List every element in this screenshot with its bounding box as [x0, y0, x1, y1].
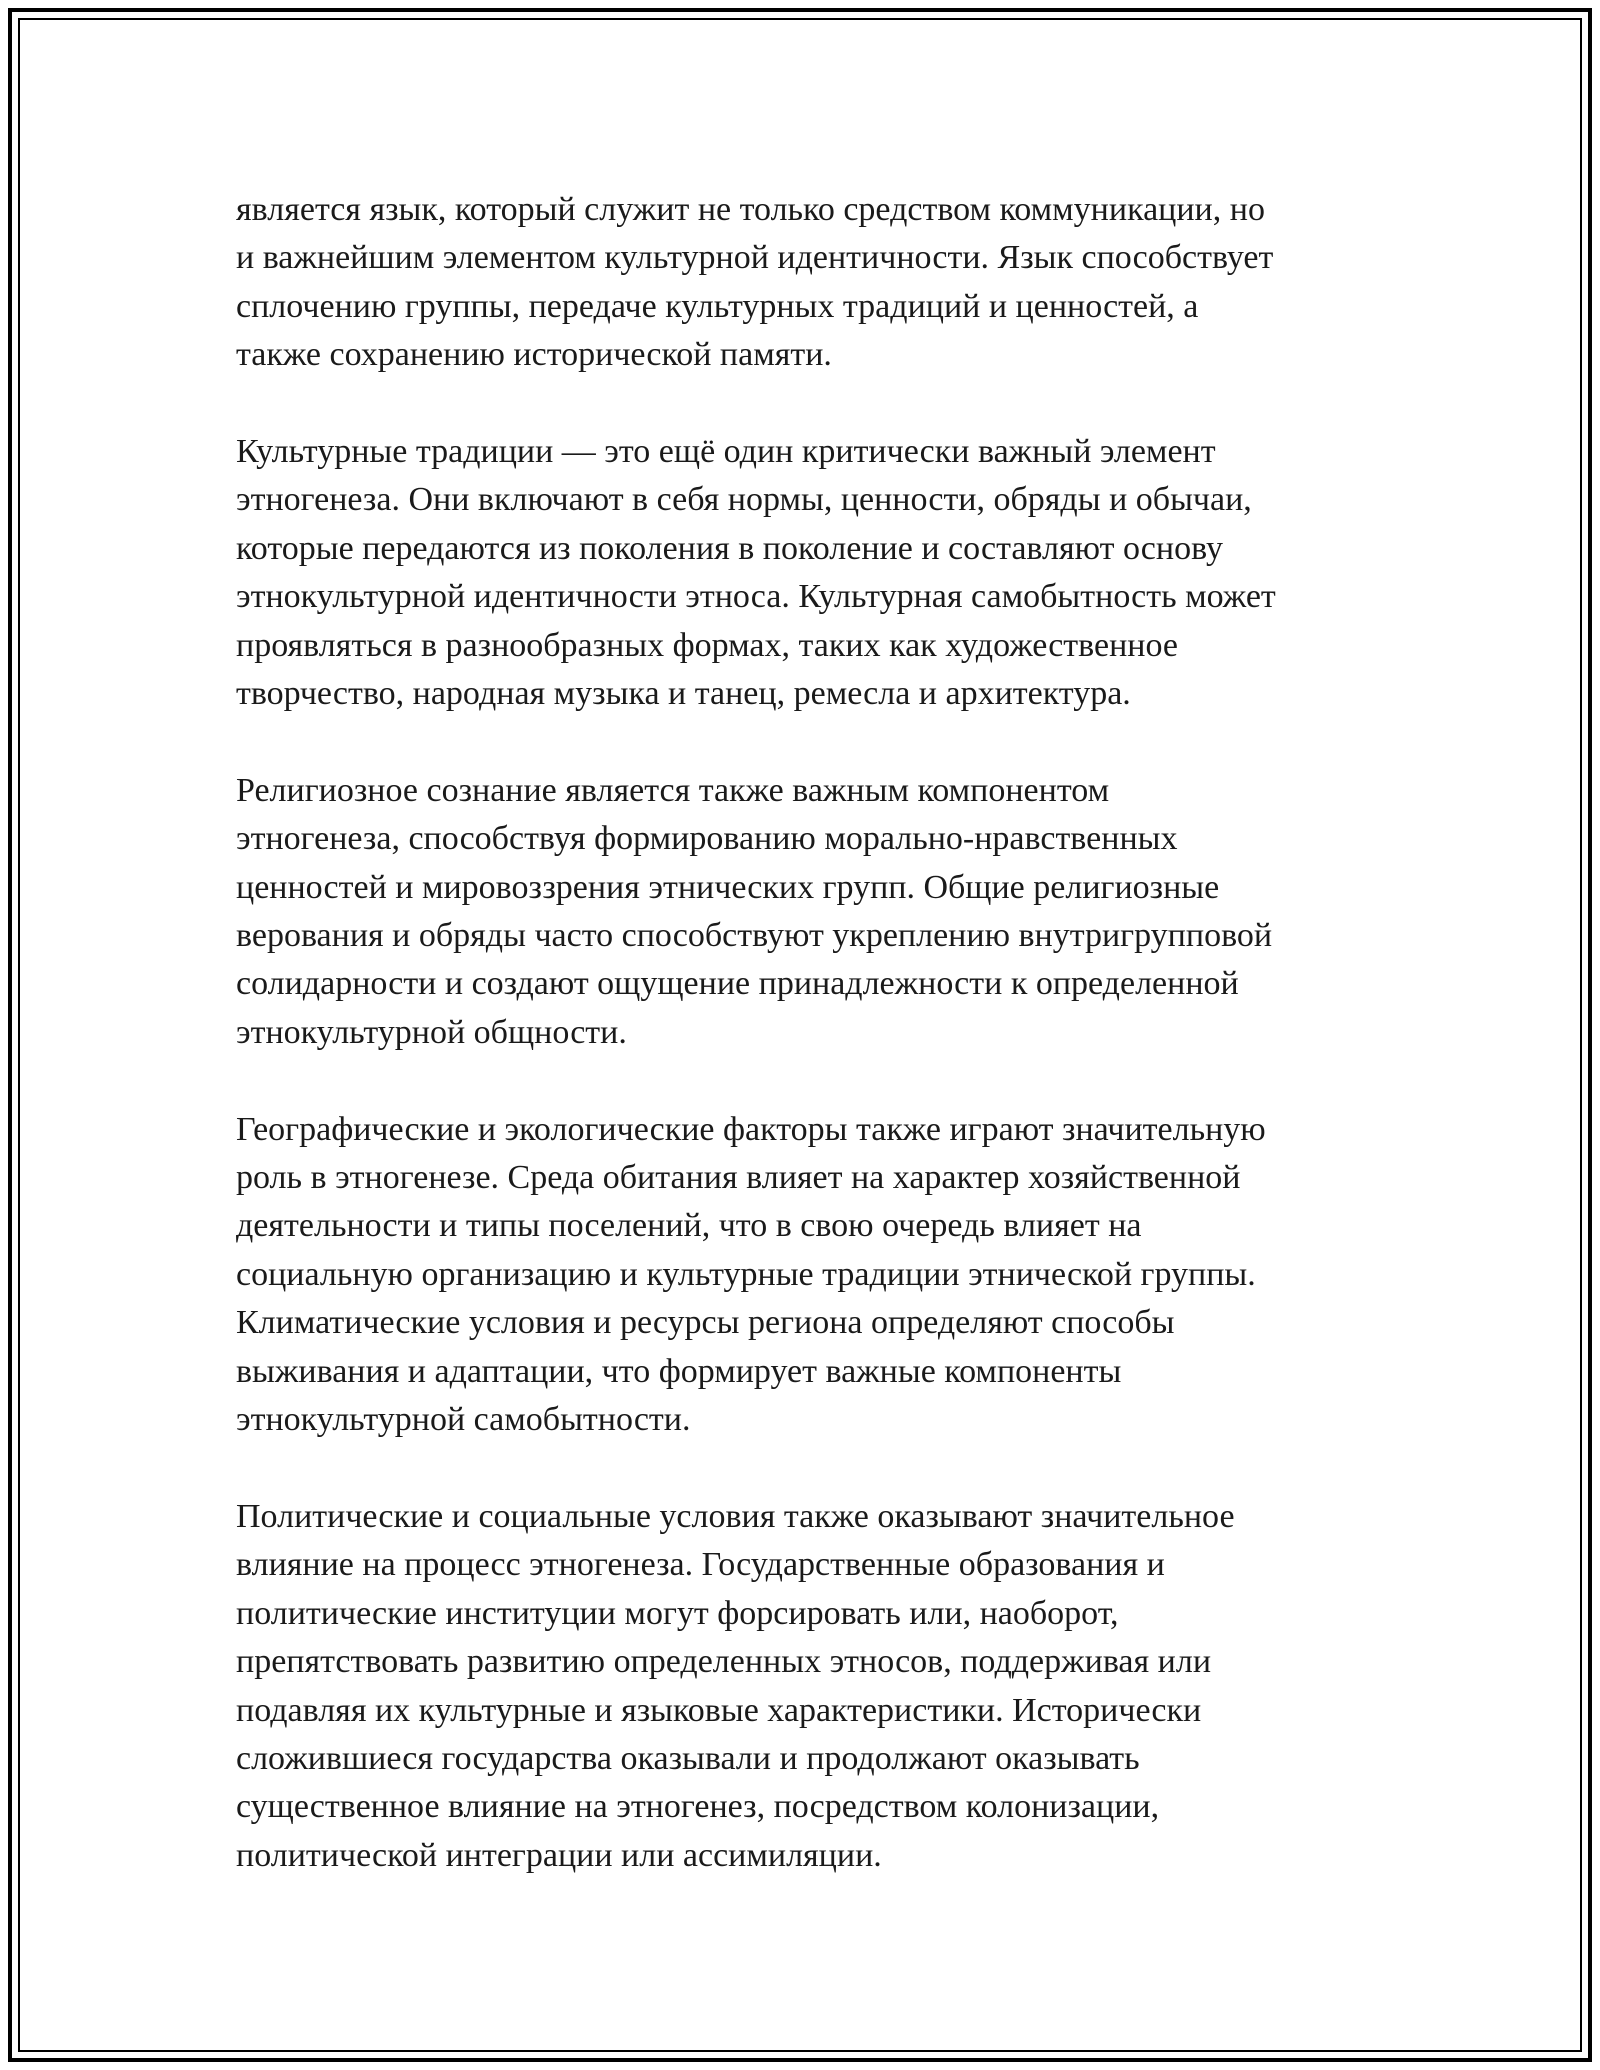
text-line: социальную организацию и культурные традиции этнической группы.	[236, 1255, 1256, 1293]
text-line: политической интеграции или ассимиляции.	[236, 1836, 882, 1874]
paragraph-geographic-factors	[236, 1106, 1416, 1445]
text-line: и важнейшим элементом культурной идентичности. Язык способствует	[236, 239, 1274, 277]
text-line: деятельности и типы поселений, что в свою очередь влияет на	[236, 1207, 1142, 1245]
text-line: ценностей и мировоззрения этнических групп. Общие религиозные	[236, 868, 1220, 906]
text-line: сплочению группы, передаче культурных традиций и ценностей, а	[236, 287, 1199, 325]
text-line: политические институции могут форсировать или, наоборот,	[236, 1594, 1119, 1632]
text-line: препятствовать развитию определенных этносов, поддерживая или	[236, 1643, 1212, 1681]
text-line: этнокультурной самобытности.	[236, 1401, 691, 1439]
paragraph-religious-consciousness	[236, 767, 1416, 1057]
text-line: выживания и адаптации, что формирует важные компоненты	[236, 1352, 1122, 1390]
text-line: Климатические условия и ресурсы региона определяют способы	[236, 1304, 1175, 1342]
text-line: этнокультурной идентичности этноса. Культурная самобытность может	[236, 578, 1276, 616]
text-line: Религиозное сознание является также важным компонентом	[236, 771, 1110, 809]
paragraph-language	[236, 186, 1416, 380]
text-line: также сохранению исторической памяти.	[236, 336, 832, 374]
text-line: сложившиеся государства оказывали и продолжают оказывать	[236, 1739, 1140, 1777]
paragraph-political-conditions	[236, 1493, 1416, 1880]
text-line: Культурные традиции — это ещё один критически важный элемент	[236, 433, 1216, 471]
text-line: Политические и социальные условия также оказывают значительное	[236, 1497, 1235, 1535]
text-line: этнокультурной общности.	[236, 1013, 627, 1051]
text-line: подавляя их культурные и языковые характеристики. Исторически	[236, 1691, 1202, 1729]
text-line: Географические и экологические факторы также играют значительную	[236, 1110, 1266, 1148]
text-line: которые передаются из поколения в поколение и составляют основу	[236, 529, 1223, 567]
text-line: солидарности и создают ощущение принадлежности к определенной	[236, 965, 1239, 1003]
text-line: существенное влияние на этногенез, посредством колонизации,	[236, 1788, 1160, 1826]
paragraph-cultural-traditions	[236, 428, 1416, 718]
document-body	[236, 186, 1416, 1929]
text-line: верования и обряды часто способствуют укреплению внутригрупповой	[236, 917, 1273, 955]
text-line: является язык, который служит не только средством коммуникации, но	[236, 191, 1265, 228]
text-line: проявляться в разнообразных формах, таких как художественное	[236, 626, 1178, 664]
text-line: роль в этногенезе. Среда обитания влияет на характер хозяйственной	[236, 1159, 1241, 1197]
text-line: этногенеза. Они включают в себя нормы, ценности, обряды и обычаи,	[236, 481, 1252, 519]
text-line: этногенеза, способствуя формированию морально-нравственных	[236, 820, 1178, 858]
text-line: влияние на процесс этногенеза. Государственные образования и	[236, 1546, 1165, 1584]
text-line: творчество, народная музыка и танец, ремесла и архитектура.	[236, 675, 1131, 713]
